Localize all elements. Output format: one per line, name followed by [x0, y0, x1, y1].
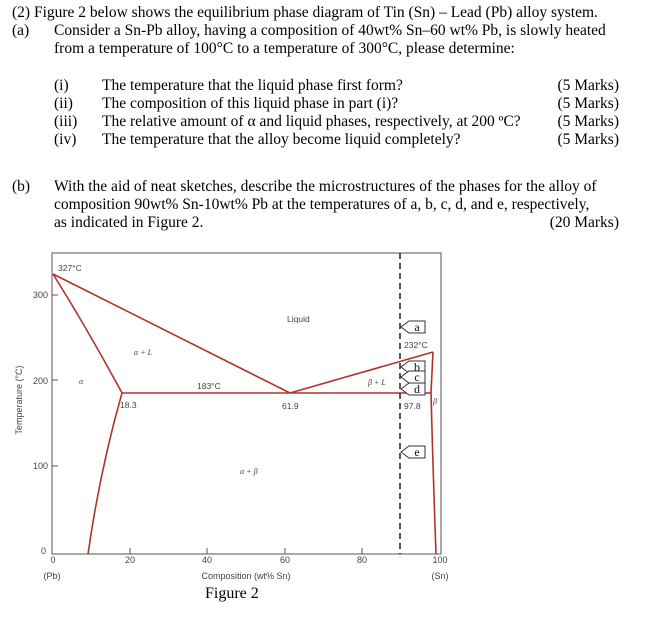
phase-boundaries — [53, 274, 436, 554]
x-tick-label: 40 — [201, 555, 213, 565]
x-tick-label: 80 — [356, 555, 368, 565]
y-axis-label: Temperature (°C) — [14, 365, 24, 435]
item-num: (ii) — [54, 95, 73, 112]
tag-e-shape — [401, 446, 425, 458]
x-axis-left-end: (Pb) — [43, 571, 61, 581]
y-tick-marks — [52, 295, 362, 554]
label-alpha: α — [79, 377, 84, 386]
question-intro: (2) Figure 2 below shows the equilibrium phase diagram of Tin (Sn) – Lead (Pb) alloy system. — [12, 4, 598, 21]
label-97-8: 97.8 — [404, 401, 421, 411]
label-alpha-l: α + L — [134, 348, 153, 357]
part-b-line2: composition 90wt% Sn-10wt% Pb at the temperatures of a, b, c, d, and e, respectively, — [54, 196, 590, 213]
solidus-right — [431, 352, 433, 393]
point-d: d — [414, 382, 420, 396]
x-tick-label: 20 — [124, 555, 136, 565]
item-text: The relative amount of α and liquid phases, respectively, at 200 ºC? — [102, 113, 521, 130]
y-tick-label: 200 — [32, 376, 48, 386]
part-b-line3: as indicated in Figure 2. — [54, 214, 204, 231]
point-c: c — [414, 370, 420, 384]
point-a: a — [414, 320, 420, 334]
label-232: 232°C — [404, 340, 428, 350]
y-tick-label: 300 — [32, 290, 48, 300]
label-beta-l: β + L — [368, 378, 386, 387]
y-tick-label: 100 — [32, 461, 48, 471]
item-marks: (5 Marks) — [557, 131, 619, 148]
solvus-left — [88, 393, 122, 554]
label-alpha-beta: α + β — [240, 467, 258, 476]
item-marks: (5 Marks) — [557, 77, 619, 94]
x-axis-right-end: (Sn) — [431, 571, 449, 581]
label-327: 327°C — [58, 263, 82, 273]
item-text: The temperature that the liquid phase first form? — [102, 77, 403, 94]
label-18-3: 18.3 — [120, 400, 137, 410]
figure-caption: Figure 2 — [205, 585, 259, 602]
part-a-label: (a) — [12, 22, 30, 39]
point-e: e — [414, 445, 420, 459]
tag-c-shape — [401, 371, 425, 383]
tag-a-shape — [401, 321, 425, 333]
item-marks: (5 Marks) — [557, 95, 619, 112]
part-a-line1: Consider a Sn-Pb alloy, having a composition of 40wt% Sn–60 wt% Pb, is slowly heated — [54, 22, 606, 39]
label-beta: β — [433, 397, 437, 406]
item-num: (iii) — [54, 113, 78, 130]
plot-frame — [52, 253, 441, 554]
part-a-line2: from a temperature of 100°C to a temperature of 300°C, please determine: — [54, 40, 515, 57]
part-b-line1: With the aid of neat sketches, describe the microstructures of the phases for the alloy of — [54, 178, 597, 195]
item-num: (i) — [54, 77, 69, 94]
item-marks: (5 Marks) — [557, 113, 619, 130]
y-tick-label: 0 — [40, 546, 46, 556]
x-axis-label: Composition (wt% Sn) — [201, 571, 291, 581]
label-61-9: 61.9 — [282, 401, 299, 411]
item-text: The temperature that the alloy become liquid completely? — [102, 131, 461, 148]
x-tick-label: 0 — [50, 555, 56, 565]
label-183: 183°C — [197, 381, 221, 391]
x-tick-label: 60 — [279, 555, 291, 565]
label-liquid: Liquid — [287, 314, 310, 324]
point-b: b — [414, 360, 420, 374]
item-text: The composition of this liquid phase in part (i)? — [102, 95, 399, 112]
item-num: (iv) — [54, 131, 77, 148]
part-b-label: (b) — [12, 178, 31, 195]
solvus-right — [431, 393, 436, 554]
part-b-marks: (20 Marks) — [549, 214, 619, 231]
x-tick-label: 100 — [432, 555, 448, 565]
